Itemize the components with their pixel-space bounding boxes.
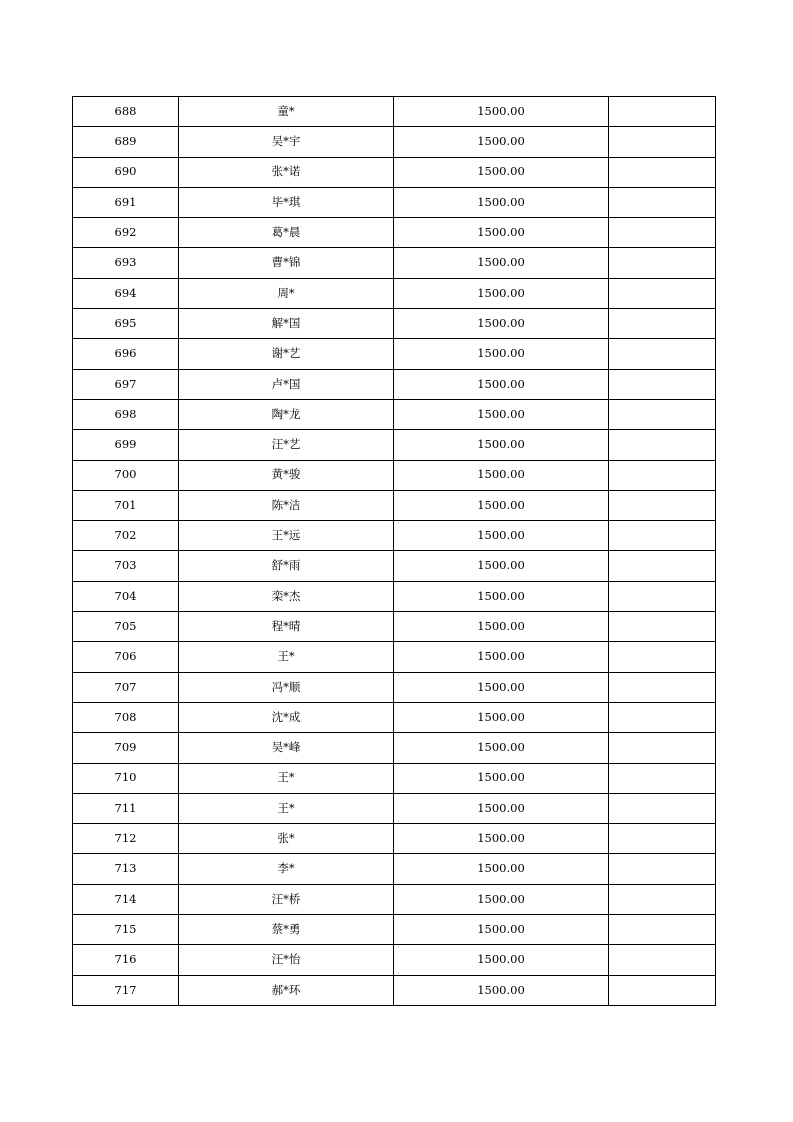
name-cell: 汪*艺	[179, 430, 394, 460]
serial-number-cell: 700	[73, 460, 179, 490]
name-cell: 解*国	[179, 309, 394, 339]
serial-number-cell: 704	[73, 581, 179, 611]
amount-cell: 1500.00	[394, 218, 609, 248]
name-cell: 吴*峰	[179, 733, 394, 763]
serial-number-cell: 689	[73, 127, 179, 157]
table-row	[73, 369, 716, 399]
name-cell: 蔡*勇	[179, 915, 394, 945]
name-cell: 汪*桥	[179, 884, 394, 914]
table-row	[73, 581, 716, 611]
table-row	[73, 309, 716, 339]
table-row	[73, 854, 716, 884]
amount-cell: 1500.00	[394, 339, 609, 369]
note-cell	[609, 975, 716, 1005]
serial-number-cell: 706	[73, 642, 179, 672]
serial-number-cell: 707	[73, 672, 179, 702]
serial-number-cell: 699	[73, 430, 179, 460]
amount-cell: 1500.00	[394, 733, 609, 763]
name-cell: 王*远	[179, 521, 394, 551]
amount-cell: 1500.00	[394, 612, 609, 642]
table-row	[73, 551, 716, 581]
serial-number-cell: 695	[73, 309, 179, 339]
serial-number-cell: 705	[73, 612, 179, 642]
name-cell: 沈*成	[179, 702, 394, 732]
note-cell	[609, 642, 716, 672]
amount-cell: 1500.00	[394, 551, 609, 581]
amount-cell: 1500.00	[394, 369, 609, 399]
amount-cell: 1500.00	[394, 460, 609, 490]
amount-cell: 1500.00	[394, 157, 609, 187]
amount-cell: 1500.00	[394, 399, 609, 429]
note-cell	[609, 278, 716, 308]
note-cell	[609, 127, 716, 157]
serial-number-cell: 710	[73, 763, 179, 793]
table-row	[73, 702, 716, 732]
table-row	[73, 733, 716, 763]
amount-cell: 1500.00	[394, 248, 609, 278]
data-table	[72, 96, 716, 1006]
note-cell	[609, 793, 716, 823]
table-row	[73, 945, 716, 975]
serial-number-cell: 690	[73, 157, 179, 187]
serial-number-cell: 696	[73, 339, 179, 369]
serial-number-cell: 692	[73, 218, 179, 248]
amount-cell: 1500.00	[394, 430, 609, 460]
serial-number-cell: 717	[73, 975, 179, 1005]
name-cell: 王*	[179, 793, 394, 823]
name-cell: 冯*顺	[179, 672, 394, 702]
name-cell: 张*	[179, 824, 394, 854]
note-cell	[609, 399, 716, 429]
table-row	[73, 824, 716, 854]
table-row	[73, 218, 716, 248]
note-cell	[609, 733, 716, 763]
name-cell: 王*	[179, 763, 394, 793]
amount-cell: 1500.00	[394, 581, 609, 611]
table-row	[73, 521, 716, 551]
serial-number-cell: 697	[73, 369, 179, 399]
amount-cell: 1500.00	[394, 672, 609, 702]
note-cell	[609, 551, 716, 581]
table-row	[73, 612, 716, 642]
table-row	[73, 915, 716, 945]
note-cell	[609, 581, 716, 611]
amount-cell: 1500.00	[394, 187, 609, 217]
note-cell	[609, 884, 716, 914]
serial-number-cell: 708	[73, 702, 179, 732]
note-cell	[609, 521, 716, 551]
name-cell: 曹*锦	[179, 248, 394, 278]
name-cell: 黄*骏	[179, 460, 394, 490]
serial-number-cell: 715	[73, 915, 179, 945]
table-row	[73, 763, 716, 793]
name-cell: 汪*怡	[179, 945, 394, 975]
serial-number-cell: 712	[73, 824, 179, 854]
serial-number-cell: 693	[73, 248, 179, 278]
amount-cell: 1500.00	[394, 490, 609, 520]
amount-cell: 1500.00	[394, 642, 609, 672]
table-row	[73, 793, 716, 823]
note-cell	[609, 430, 716, 460]
table-row	[73, 460, 716, 490]
serial-number-cell: 711	[73, 793, 179, 823]
serial-number-cell: 691	[73, 187, 179, 217]
table-row	[73, 975, 716, 1005]
note-cell	[609, 187, 716, 217]
name-cell: 吴*宇	[179, 127, 394, 157]
serial-number-cell: 702	[73, 521, 179, 551]
name-cell: 谢*艺	[179, 339, 394, 369]
name-cell: 童*	[179, 97, 394, 127]
name-cell: 葛*晨	[179, 218, 394, 248]
note-cell	[609, 702, 716, 732]
table-body	[73, 97, 716, 1006]
name-cell: 陈*洁	[179, 490, 394, 520]
table-row	[73, 187, 716, 217]
serial-number-cell: 713	[73, 854, 179, 884]
amount-cell: 1500.00	[394, 309, 609, 339]
amount-cell: 1500.00	[394, 824, 609, 854]
name-cell: 陶*龙	[179, 399, 394, 429]
serial-number-cell: 701	[73, 490, 179, 520]
serial-number-cell: 716	[73, 945, 179, 975]
serial-number-cell: 688	[73, 97, 179, 127]
note-cell	[609, 945, 716, 975]
name-cell: 李*	[179, 854, 394, 884]
table-row	[73, 248, 716, 278]
name-cell: 毕*琪	[179, 187, 394, 217]
note-cell	[609, 157, 716, 187]
amount-cell: 1500.00	[394, 975, 609, 1005]
name-cell: 卢*国	[179, 369, 394, 399]
amount-cell: 1500.00	[394, 915, 609, 945]
note-cell	[609, 672, 716, 702]
note-cell	[609, 218, 716, 248]
name-cell: 王*	[179, 642, 394, 672]
table-row	[73, 157, 716, 187]
table-row	[73, 399, 716, 429]
amount-cell: 1500.00	[394, 521, 609, 551]
table-row	[73, 430, 716, 460]
amount-cell: 1500.00	[394, 884, 609, 914]
table-row	[73, 490, 716, 520]
table-row	[73, 127, 716, 157]
note-cell	[609, 248, 716, 278]
amount-cell: 1500.00	[394, 793, 609, 823]
serial-number-cell: 698	[73, 399, 179, 429]
note-cell	[609, 490, 716, 520]
amount-cell: 1500.00	[394, 127, 609, 157]
table-row	[73, 278, 716, 308]
table-row	[73, 672, 716, 702]
amount-cell: 1500.00	[394, 854, 609, 884]
amount-cell: 1500.00	[394, 97, 609, 127]
name-cell: 郝*环	[179, 975, 394, 1005]
amount-cell: 1500.00	[394, 945, 609, 975]
note-cell	[609, 915, 716, 945]
amount-cell: 1500.00	[394, 763, 609, 793]
note-cell	[609, 460, 716, 490]
name-cell: 周*	[179, 278, 394, 308]
note-cell	[609, 339, 716, 369]
name-cell: 程*晴	[179, 612, 394, 642]
table-row	[73, 97, 716, 127]
table-row	[73, 339, 716, 369]
serial-number-cell: 703	[73, 551, 179, 581]
amount-cell: 1500.00	[394, 278, 609, 308]
serial-number-cell: 694	[73, 278, 179, 308]
note-cell	[609, 854, 716, 884]
name-cell: 张*诺	[179, 157, 394, 187]
note-cell	[609, 763, 716, 793]
note-cell	[609, 612, 716, 642]
note-cell	[609, 369, 716, 399]
amount-cell: 1500.00	[394, 702, 609, 732]
table-row	[73, 642, 716, 672]
name-cell: 舒*雨	[179, 551, 394, 581]
table-row	[73, 884, 716, 914]
note-cell	[609, 824, 716, 854]
serial-number-cell: 709	[73, 733, 179, 763]
note-cell	[609, 309, 716, 339]
note-cell	[609, 97, 716, 127]
serial-number-cell: 714	[73, 884, 179, 914]
name-cell: 栾*杰	[179, 581, 394, 611]
